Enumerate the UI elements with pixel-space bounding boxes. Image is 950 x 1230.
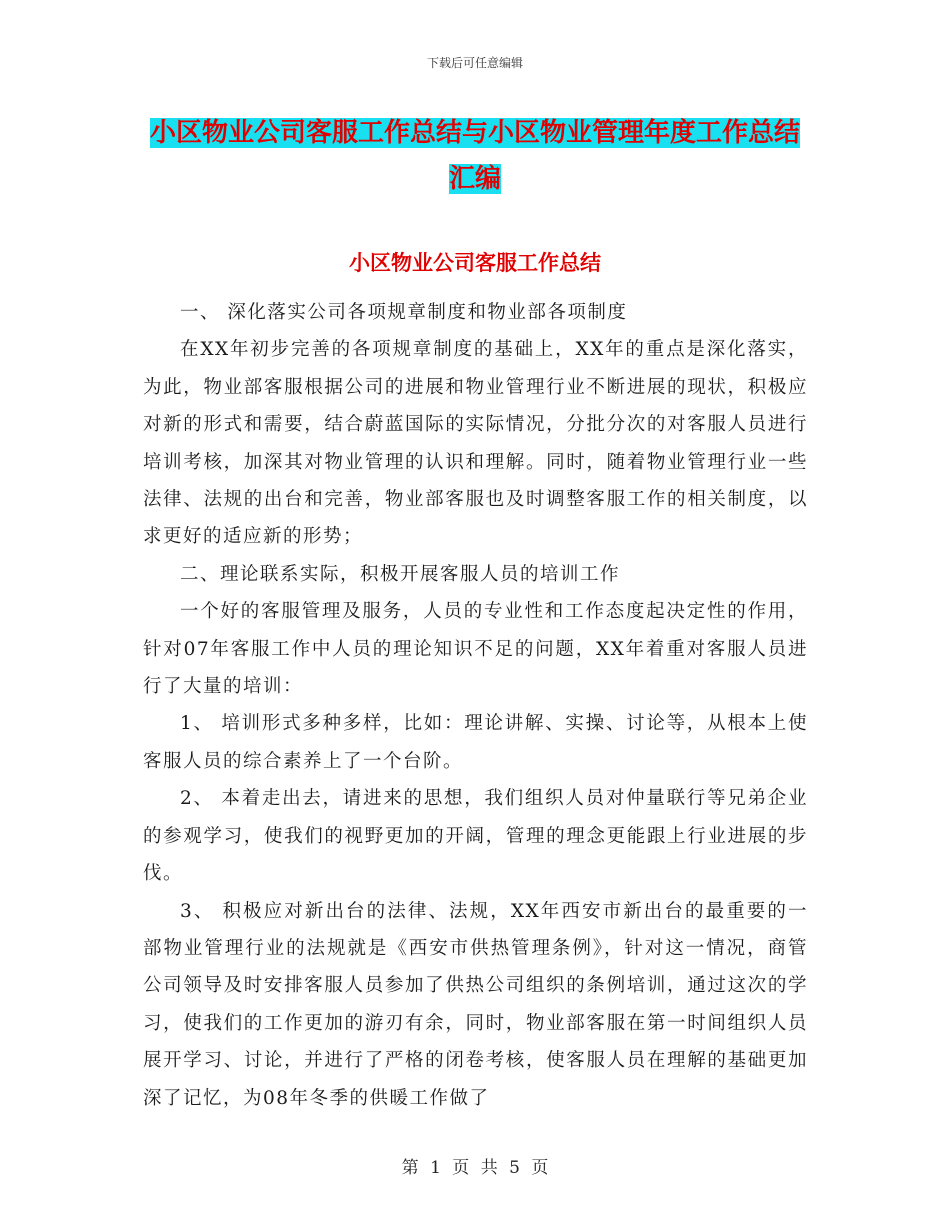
section-title: 小区物业公司客服工作总结 (349, 251, 601, 275)
document-body (143, 294, 808, 1117)
paragraph: 1、 培训形式多种多样，比如：理论讲解、实操、讨论等，从根本上使客服人员的综合素养上了一个台阶。 (143, 713, 808, 772)
page-number-footer: 第 1 页 共 5 页 (401, 1158, 549, 1178)
header-note: 下载后可任意编辑 (426, 56, 523, 70)
paragraph: 3、 积极应对新出台的法律、法规，XX年西安市新出台的最重要的一部物业管理行业的法规就是《西安市供热管理条例》，针对这一情况，商管公司领导及时安排客服人员参加了供热公司组织的条例培训，通过这次的学习，使我们的工作更加的游刃有余，同时，物业部客服在第一时间组织人员展开学习、讨论，并进行了严格的闭卷考核，使客服人员在理解的基础更加深了记忆，为08年冬季的供暖工作做了 (143, 900, 808, 1109)
paragraph: 二、理论联系实际，积极开展客服人员的培训工作 (180, 563, 621, 585)
paragraph: 2、 本着走出去，请进来的思想，我们组织人员对仲量联行等兄弟企业的参观学习，使我们的视野更加的开阔，管理的理念更能跟上行业进展的步伐。 (143, 788, 808, 885)
document-title (140, 110, 810, 202)
document-title-text: 小区物业公司客服工作总结与小区物业管理年度工作总结汇编 (149, 118, 800, 194)
paragraph: 一、 深化落实公司各项规章制度和物业部各项制度 (180, 302, 628, 323)
paragraph: 一个好的客服管理及服务，人员的专业性和工作态度起决定性的作用，针对07年客服工作中人员的理论知识不足的问题，XX年着重对客服人员进行了大量的培训： (143, 601, 808, 698)
paragraph: 在XX年初步完善的各项规章制度的基础上，XX年的重点是深化落实，为此，物业部客服根据公司的进展和物业管理行业不断进展的现状，积极应对新的形式和需要，结合蔚蓝国际的实际情况，分批分次的对客服人员进行培训考核，加深其对物业管理的认识和理解。同时，随着物业管理行业一些法律、法规的出台和完善，物业部客服也及时调整客服工作的相关制度，以求更好的适应新的形势； (143, 339, 808, 548)
